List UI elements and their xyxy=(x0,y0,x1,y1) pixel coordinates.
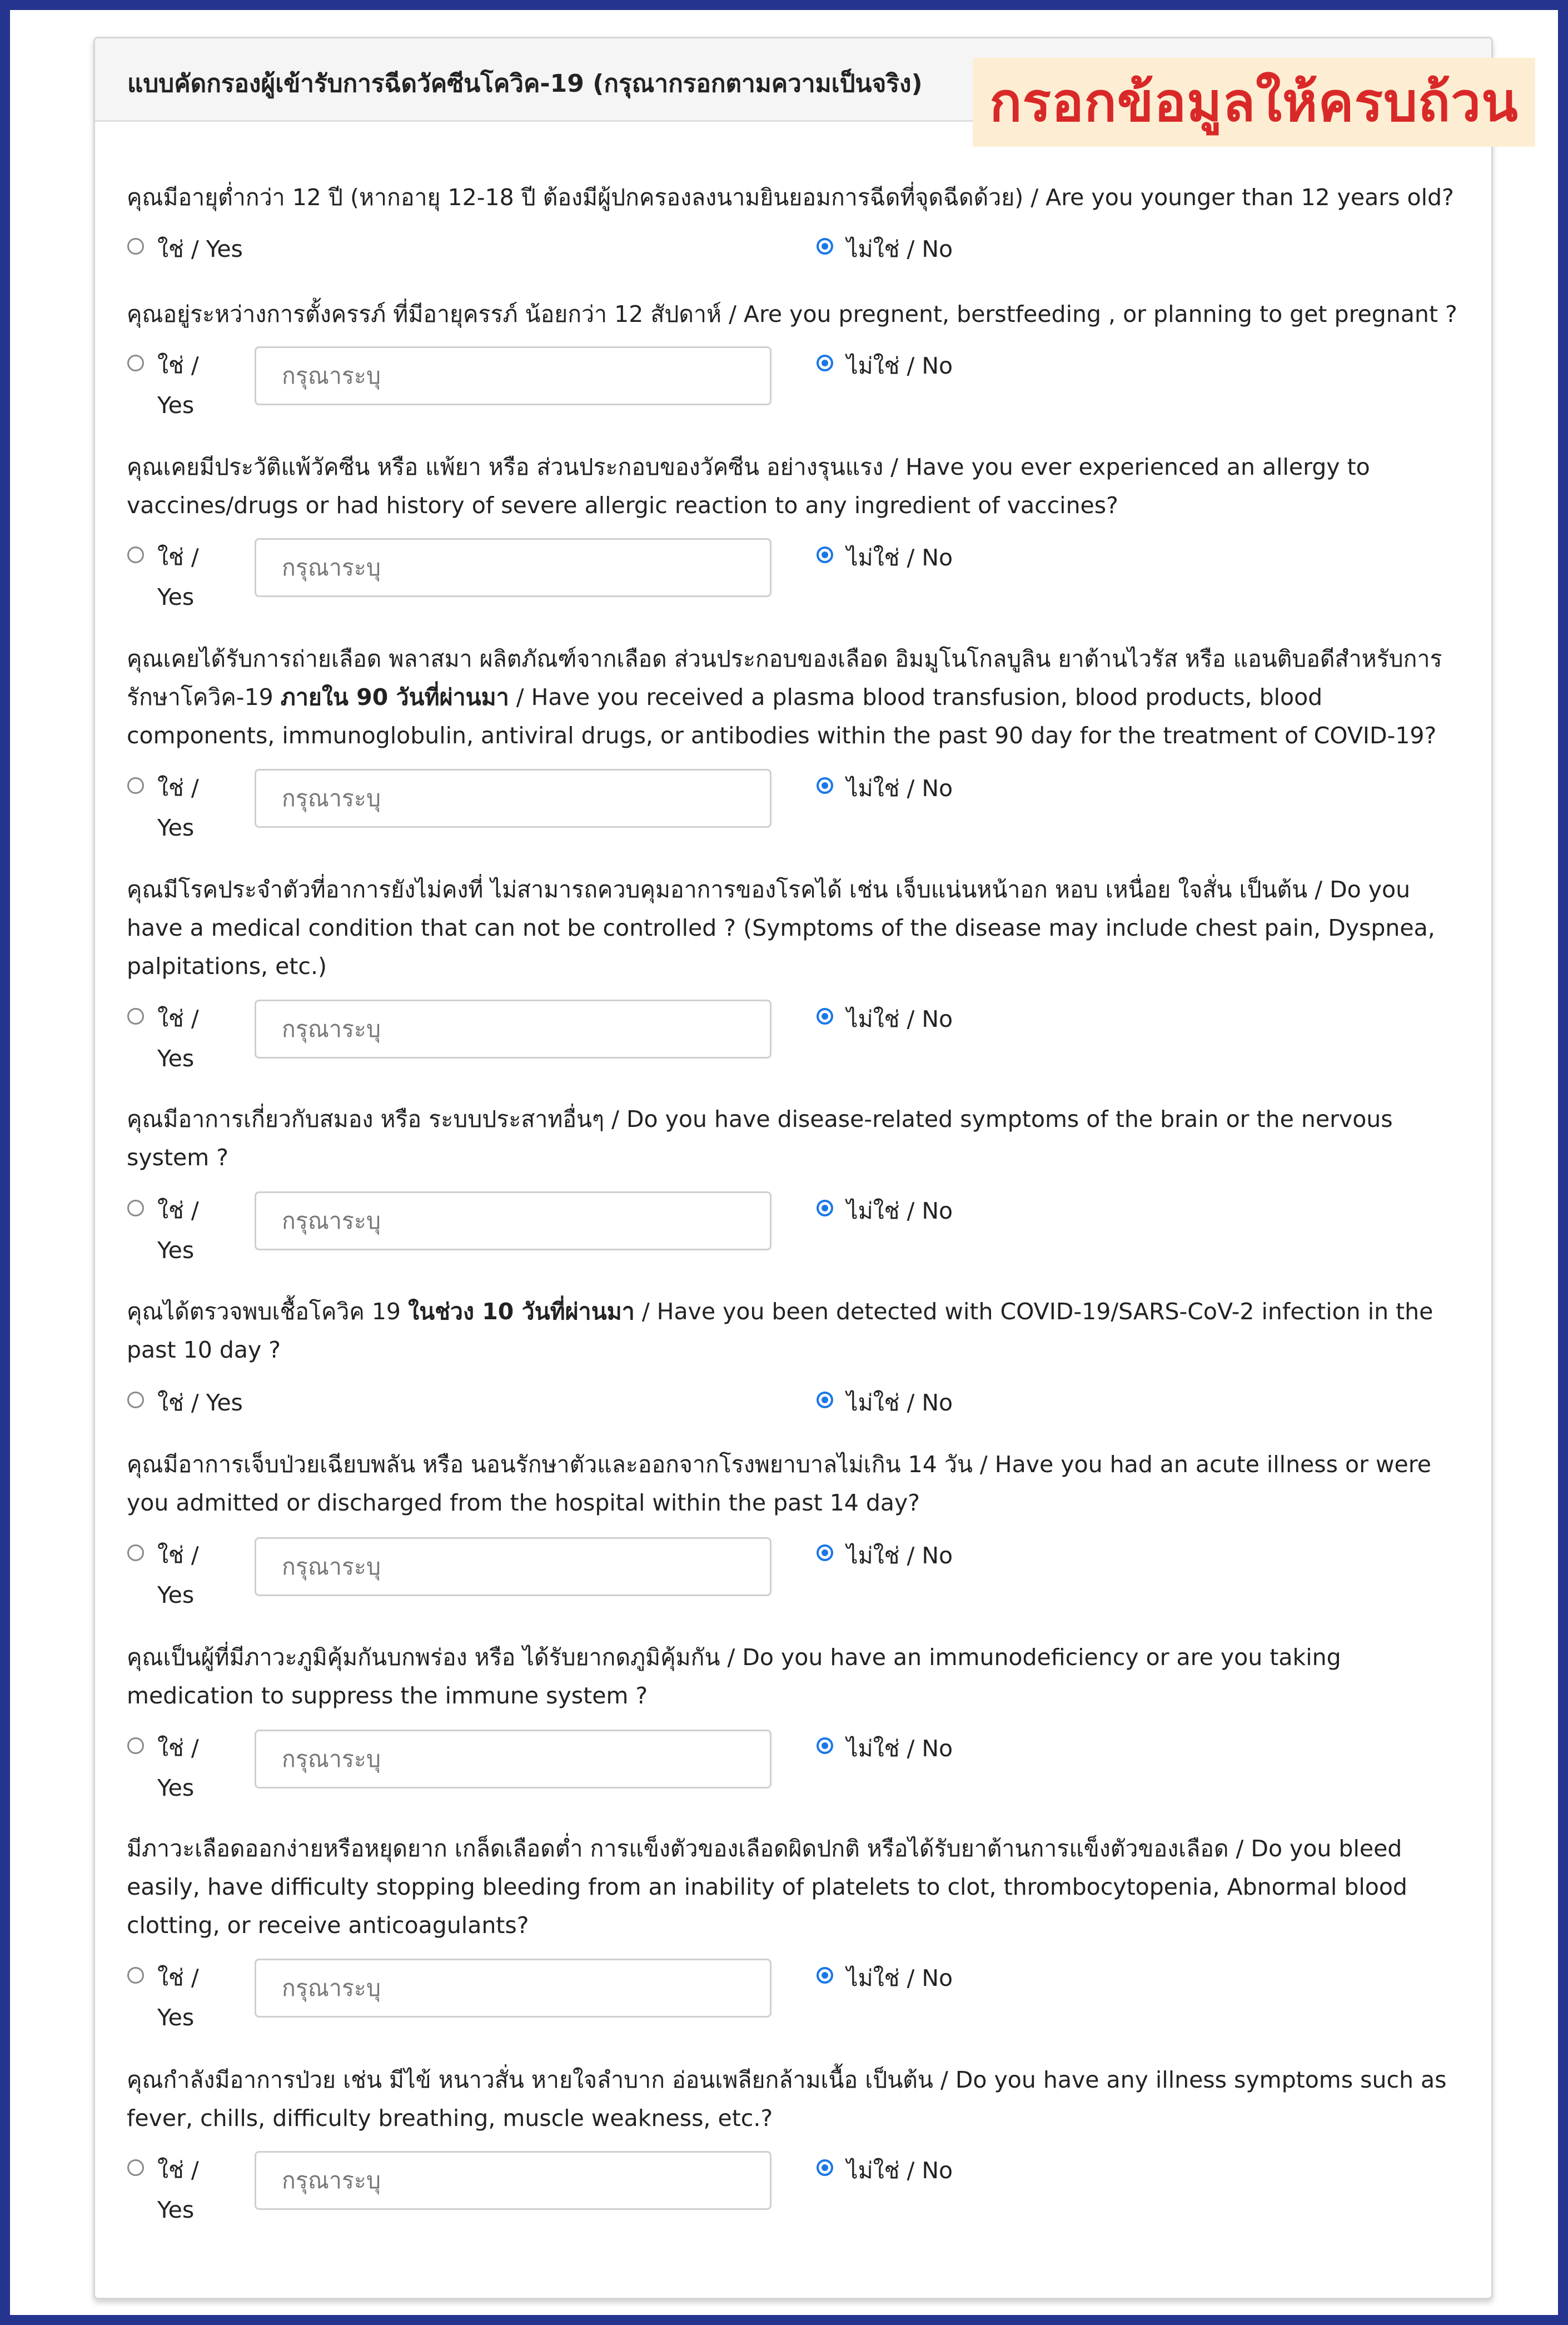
q10-detail-input[interactable] xyxy=(255,1959,771,2018)
q1-no-label: ไม่ใช่ / No xyxy=(847,236,953,262)
q3-yes-label: ใช่ / Yes xyxy=(157,544,199,610)
q1-yes-label: ใช่ / Yes xyxy=(157,236,243,262)
q4-detail-input[interactable] xyxy=(255,769,771,828)
q6-no-label: ไม่ใช่ / No xyxy=(847,1198,953,1224)
q11-detail-input[interactable] xyxy=(255,2151,771,2210)
q2-yes-radio[interactable] xyxy=(127,355,144,371)
q5-no-label: ไม่ใช่ / No xyxy=(847,1006,953,1032)
question-5: คุณมีโรคประจำตัวที่อาการยังไม่คงที่ ไม่สามารถควบคุมอาการของโรคได้ เช่น เจ็บแน่นหน้าอก หอบ เหนื่อย ใจสั่น เป็นต้น / Do you have a medical condition that can not be controlled ? (Symptoms of the disease may include chest pain, Dyspnea, palpitations, etc.) xyxy=(127,876,1435,980)
q2-no-label: ไม่ใช่ / No xyxy=(847,352,953,379)
q10-no-radio[interactable] xyxy=(817,1967,833,1984)
q8-yes-radio[interactable] xyxy=(127,1544,144,1561)
q9-no-label: ไม่ใช่ / No xyxy=(847,1735,953,1762)
q4-no-label: ไม่ใช่ / No xyxy=(847,775,953,802)
q4-no-radio[interactable] xyxy=(817,777,833,794)
q2-detail-input[interactable] xyxy=(255,346,771,405)
q8-no-radio[interactable] xyxy=(817,1544,833,1561)
q2-yes-label: ใช่ / Yes xyxy=(157,352,199,419)
q4-yes-radio[interactable] xyxy=(127,777,144,794)
q7-no-radio[interactable] xyxy=(817,1392,833,1408)
question-9: คุณเป็นผู้ที่มีภาวะภูมิคุ้มกันบกพร่อง หรือ ได้รับยากดภูมิคุ้มกัน / Do you have an immunodeficiency or are you taking medication to suppress the immune system ? xyxy=(127,1644,1341,1709)
q7-yes-label: ใช่ / Yes xyxy=(157,1389,243,1416)
q5-no-radio[interactable] xyxy=(817,1008,833,1025)
question-7: คุณได้ตรวจพบเชื้อโควิค 19 ในช่วง 10 วันที่ผ่านมา / Have you been detected with COVID-19/SARS-CoV-2 infection in the past 10 day ? xyxy=(127,1298,1433,1363)
q5-yes-radio[interactable] xyxy=(127,1008,144,1025)
question-8: คุณมีอาการเจ็บป่วยเฉียบพลัน หรือ นอนรักษาตัวและออกจากโรงพยาบาลไม่เกิน 14 วัน / Have you had an acute illness or were you admitted or discharged from the hospital within the past 14 day? xyxy=(127,1451,1431,1516)
q11-no-label: ไม่ใช่ / No xyxy=(847,2157,953,2184)
q6-no-radio[interactable] xyxy=(817,1200,833,1216)
question-2: คุณอยู่ระหว่างการตั้งครรภ์ ที่มีอายุครรภ์ น้อยกว่า 12 สัปดาห์ / Are you pregnent, berstfeeding , or planning to get pregnant ? xyxy=(127,301,1457,327)
q9-yes-radio[interactable] xyxy=(127,1737,144,1754)
q8-detail-input[interactable] xyxy=(255,1537,771,1596)
q1-yes-radio[interactable] xyxy=(127,238,144,255)
q1-no-radio[interactable] xyxy=(817,238,833,255)
q9-no-radio[interactable] xyxy=(817,1737,833,1754)
q9-yes-label: ใช่ / Yes xyxy=(157,1735,199,1801)
q3-no-label: ไม่ใช่ / No xyxy=(847,544,953,571)
q10-no-label: ไม่ใช่ / No xyxy=(847,1965,953,1991)
q6-yes-radio[interactable] xyxy=(127,1200,144,1216)
question-1: คุณมีอายุต่ำกว่า 12 ปี (หากอายุ 12-18 ปี ต้องมีผู้ปกครองลงนามยินยอมการฉีดที่จุดฉีดด้วย) / Are you younger than 12 years old? xyxy=(127,184,1454,211)
q8-no-label: ไม่ใช่ / No xyxy=(847,1542,953,1569)
fill-completely-banner xyxy=(973,58,1535,147)
question-10: มีภาวะเลือดออกง่ายหรือหยุดยาก เกล็ดเลือดต่ำ การแข็งตัวของเลือดผิดปกติ หรือได้รับยาต้านการแข็งตัวของเลือด / Do you bleed easily, have difficulty stopping bleeding from an inability of platelets to clot, thrombocytopenia, Abnormal blood clotting, or receive anticoagulants? xyxy=(127,1835,1407,1939)
q2-no-radio[interactable] xyxy=(817,355,833,371)
q9-detail-input[interactable] xyxy=(255,1730,771,1789)
question-4: คุณเคยได้รับการถ่ายเลือด พลาสมา ผลิตภัณฑ์จากเลือด ส่วนประกอบของเลือด อิมมูโนโกลบูลิน ยาต้านไวรัส หรือ แอนติบอดีสำหรับการรักษาโควิค-19 ภายใน 90 วันที่ผ่านมา / Have you received a plasma blood transfusion, blood products, blood components, immunoglobulin, antiviral drugs, or antibodies within the past 90 day for the treatment of COVID-19? xyxy=(127,645,1442,749)
question-11: คุณกำลังมีอาการป่วย เช่น มีไข้ หนาวสั่น หายใจลำบาก อ่อนเพลียกล้ามเนื้อ เป็นต้น / Do you have any illness symptoms such as fever, chills, difficulty breathing, muscle weakness, etc.? xyxy=(127,2066,1447,2132)
q10-yes-label: ใช่ / Yes xyxy=(157,1964,199,2031)
q11-yes-label: ใช่ / Yes xyxy=(157,2157,199,2223)
q7-yes-radio[interactable] xyxy=(127,1392,144,1408)
q10-yes-radio[interactable] xyxy=(127,1967,144,1984)
q5-yes-label: ใช่ / Yes xyxy=(157,1005,199,1072)
q3-yes-radio[interactable] xyxy=(127,547,144,563)
q5-detail-input[interactable] xyxy=(255,1000,771,1059)
q6-detail-input[interactable] xyxy=(255,1191,771,1250)
q7-no-label: ไม่ใช่ / No xyxy=(847,1389,953,1416)
banner-text: กรอกข้อมูลให้ครบถ้วน xyxy=(989,71,1519,133)
question-6: คุณมีอาการเกี่ยวกับสมอง หรือ ระบบประสาทอื่นๆ / Do you have disease-related symptoms of the brain or the nervous system ? xyxy=(127,1106,1393,1171)
q4-yes-label: ใช่ / Yes xyxy=(157,774,199,841)
q11-no-radio[interactable] xyxy=(817,2159,833,2176)
q6-yes-label: ใช่ / Yes xyxy=(157,1197,199,1264)
q3-no-radio[interactable] xyxy=(817,547,833,563)
form-title: แบบคัดกรองผู้เข้ารับการฉีดวัคซีนโควิค-19 (กรุณากรอกตามความเป็นจริง) xyxy=(127,69,923,98)
q8-yes-label: ใช่ / Yes xyxy=(157,1542,199,1608)
q3-detail-input[interactable] xyxy=(255,538,771,597)
question-3: คุณเคยมีประวัติแพ้วัคซีน หรือ แพ้ยา หรือ ส่วนประกอบของวัคซีน อย่างรุนแรง / Have you ever experienced an allergy to vaccines/drugs or had history of severe allergic reaction to any ingredient of vaccines? xyxy=(127,454,1370,519)
q11-yes-radio[interactable] xyxy=(127,2159,144,2176)
